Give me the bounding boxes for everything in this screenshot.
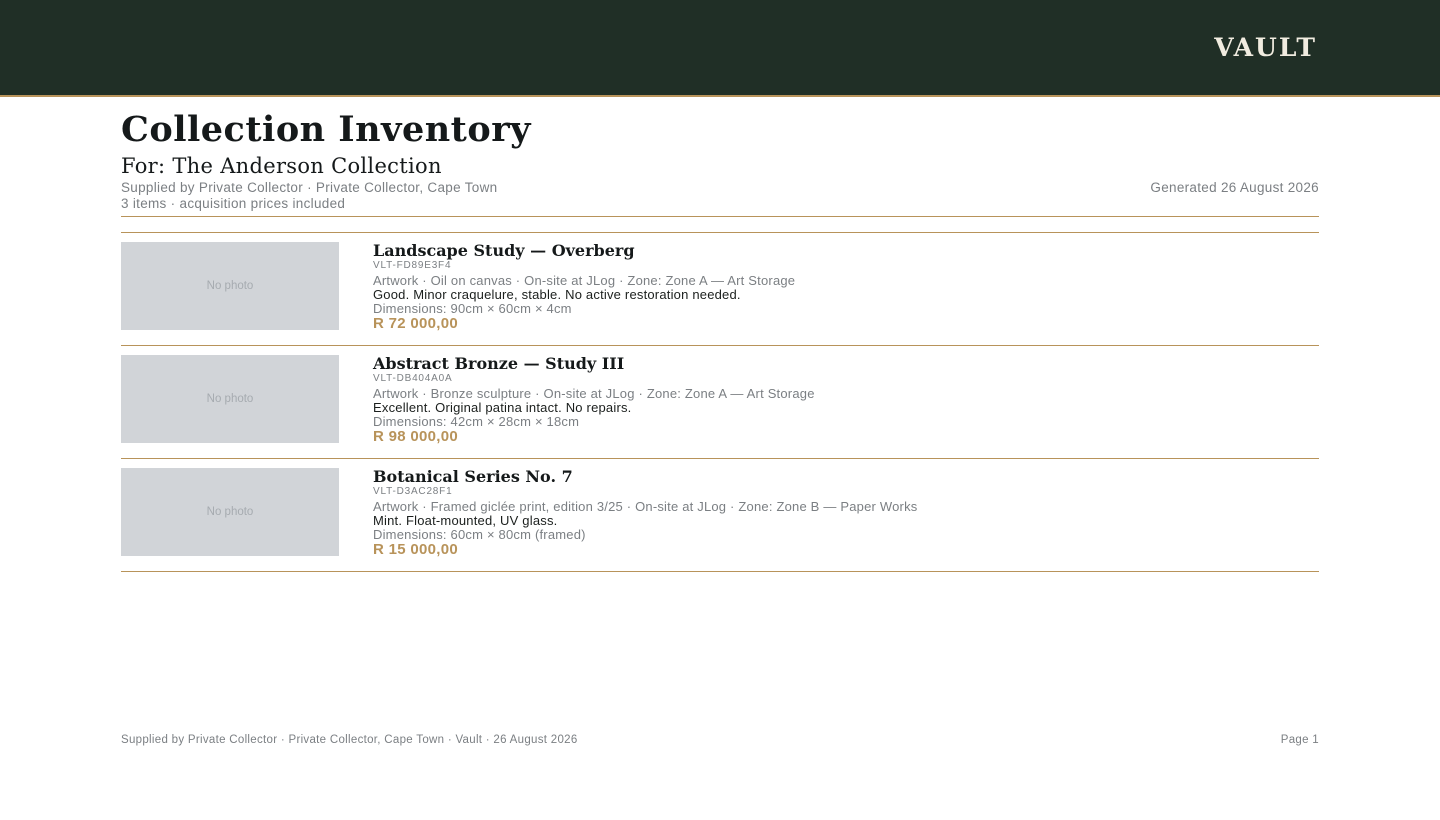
item-id: VLT-D3AC28F1 xyxy=(373,486,453,497)
supplier-line: Supplied by Private Collector · Private Collector, Cape Town xyxy=(121,180,498,195)
item-condition: Mint. Float-mounted, UV glass. xyxy=(373,513,558,528)
meta-row xyxy=(121,180,1319,196)
item-price: R 15 000,00 xyxy=(373,541,459,558)
item-dimensions: Dimensions: 60cm × 80cm (framed) xyxy=(373,527,586,542)
list-item xyxy=(121,459,1319,572)
item-summary: 3 items · acquisition prices included xyxy=(121,196,346,211)
item-info: Artwork · Oil on canvas · On-site at JLog · Zone: Zone A — Art Storage xyxy=(373,273,796,288)
inventory-list xyxy=(121,232,1319,572)
list-item xyxy=(121,346,1319,459)
item-name: Landscape Study — Overberg xyxy=(373,241,635,260)
item-info: Artwork · Bronze sculpture · On-site at JLog · Zone: Zone A — Art Storage xyxy=(373,386,815,401)
page-footer xyxy=(121,734,1319,746)
item-condition: Good. Minor craquelure, stable. No active restoration needed. xyxy=(373,287,741,302)
item-id: VLT-FD89E3F4 xyxy=(373,260,452,271)
item-photo-placeholder: No photo xyxy=(121,355,339,443)
generated-date: Generated 26 August 2026 xyxy=(1150,180,1319,195)
item-details xyxy=(373,242,795,345)
list-item xyxy=(121,233,1319,346)
page-title: Collection Inventory xyxy=(121,109,531,150)
item-photo-placeholder: No photo xyxy=(121,242,339,330)
item-price: R 72 000,00 xyxy=(373,315,459,332)
client-name: For: The Anderson Collection xyxy=(121,154,442,178)
page-number: Page 1 xyxy=(1280,734,1319,746)
item-name: Botanical Series No. 7 xyxy=(373,467,573,486)
item-photo-placeholder: No photo xyxy=(121,468,339,556)
header-divider xyxy=(121,216,1319,217)
brand-logo: VAULT xyxy=(1214,33,1317,62)
footer-text: Supplied by Private Collector · Private Collector, Cape Town · Vault · 26 August 2026 xyxy=(121,734,578,746)
item-dimensions: Dimensions: 42cm × 28cm × 18cm xyxy=(373,414,580,429)
document-body xyxy=(121,110,1319,572)
item-dimensions: Dimensions: 90cm × 60cm × 4cm xyxy=(373,301,572,316)
item-details xyxy=(373,355,815,458)
item-condition: Excellent. Original patina intact. No repairs. xyxy=(373,400,632,415)
item-info: Artwork · Framed giclée print, edition 3/25 · On-site at JLog · Zone: Zone B — Paper Works xyxy=(373,499,918,514)
item-name: Abstract Bronze — Study III xyxy=(373,354,625,373)
header-bar xyxy=(0,0,1440,97)
item-id: VLT-DB404A0A xyxy=(373,373,453,384)
item-details xyxy=(373,468,917,571)
item-price: R 98 000,00 xyxy=(373,428,459,445)
